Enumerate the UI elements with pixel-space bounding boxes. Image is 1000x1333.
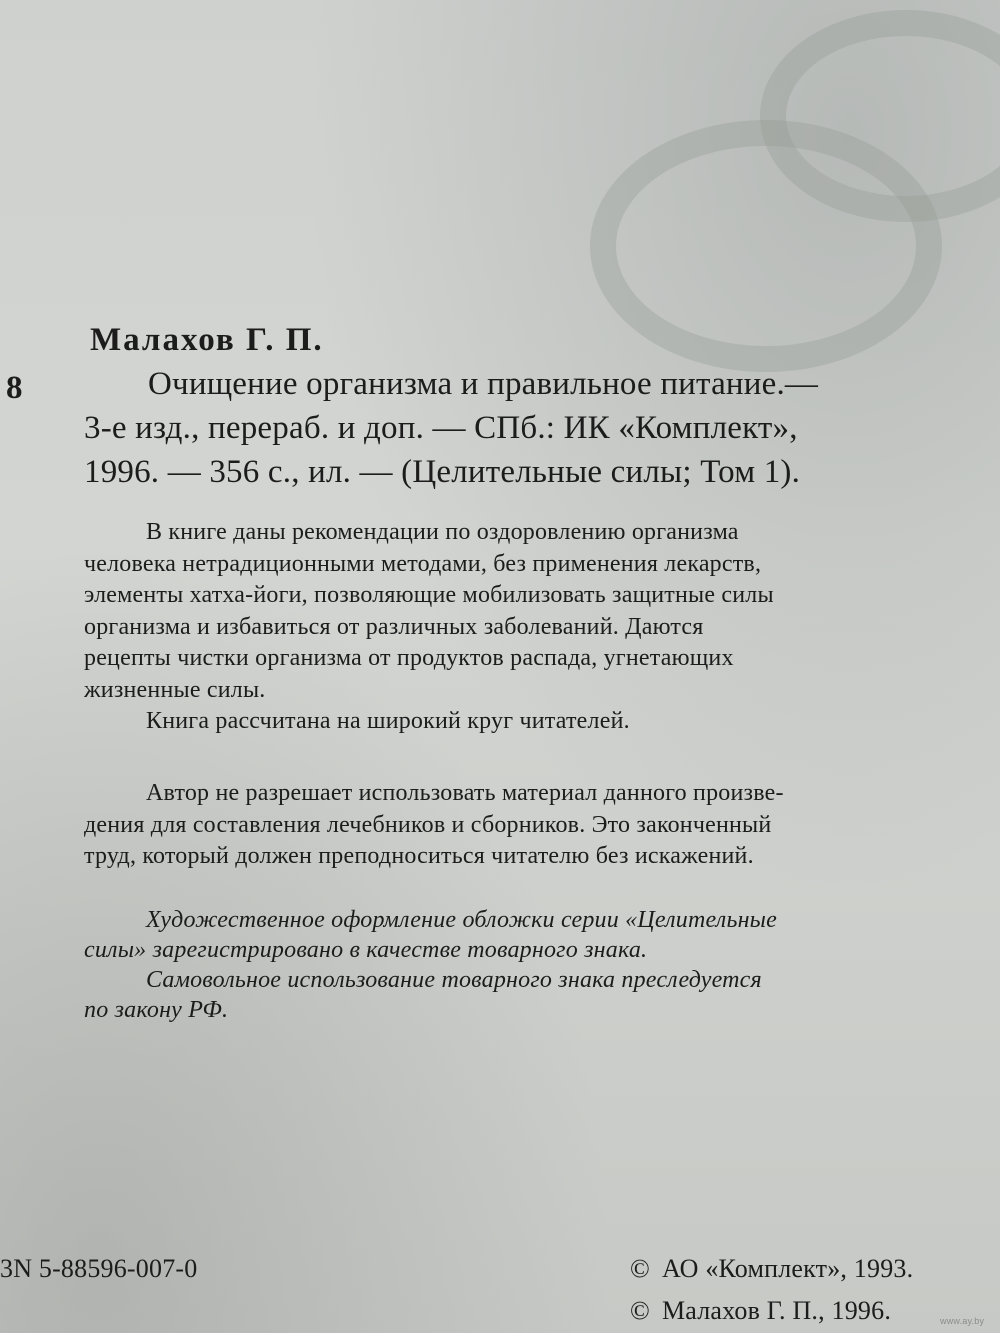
- copyright-line: [630, 1248, 913, 1290]
- copyright-text: АО «Комплект», 1993.: [661, 1254, 914, 1283]
- annotation-line: элементы хатха-йоги, позволяющие мобилизовать защитные силы: [84, 582, 774, 608]
- annotation-paragraph: [84, 517, 774, 738]
- site-watermark: www.ay.by: [940, 1316, 985, 1326]
- annotation-line: Книга рассчитана на широкий круг читателей.: [146, 708, 630, 734]
- copyright-text: Малахов Г. П., 1996.: [661, 1296, 892, 1325]
- trademark-line: силы» зарегистрировано в качестве товарного знака.: [84, 937, 648, 963]
- annotation-line: жизненные силы.: [84, 676, 266, 703]
- copyright-line: [630, 1290, 913, 1332]
- bibliographic-line: Очищение организма и правильное питание.—: [148, 366, 819, 402]
- copyright-symbol: ©: [630, 1296, 650, 1325]
- copyright-block: [630, 1248, 913, 1332]
- annotation-line: рецепты чистки организма от продуктов распада, угнетающих: [84, 645, 734, 671]
- annotation-line: человека нетрадиционными методами, без применения лекарств,: [84, 550, 762, 577]
- classification-index: 8: [6, 370, 23, 406]
- author-notice-line: Автор не разрешает использовать материал данного произве-: [146, 780, 784, 806]
- trademark-line: Художественное оформление обложки серии «Целительные: [146, 907, 777, 933]
- trademark-line: по закону РФ.: [84, 997, 229, 1023]
- isbn-number: 3N 5-88596-007-0: [0, 1254, 198, 1283]
- trademark-line: Самовольное использование товарного знака преследуется: [146, 967, 762, 993]
- author-notice-paragraph: [84, 778, 784, 873]
- annotation-line: В книге даны рекомендации по оздоровлению организма: [146, 519, 739, 545]
- copyright-symbol: ©: [630, 1254, 650, 1283]
- trademark-notice-paragraph: [84, 905, 777, 1025]
- annotation-line: организма и избавиться от различных заболеваний. Даются: [84, 613, 704, 640]
- author-notice-line: дения для составления лечебников и сборников. Это законченный: [84, 811, 772, 838]
- bibliographic-entry: [84, 362, 818, 494]
- author-heading: Малахов Г. П.: [90, 322, 324, 358]
- bibliographic-line: 1996. — 356 с., ил. — (Целительные силы; Том 1).: [84, 454, 801, 490]
- bibliographic-line: 3-е изд., перераб. и доп. — СПб.: ИК «Комплект»,: [84, 410, 798, 446]
- author-notice-line: труд, который должен преподноситься читателю без искажений.: [84, 843, 754, 869]
